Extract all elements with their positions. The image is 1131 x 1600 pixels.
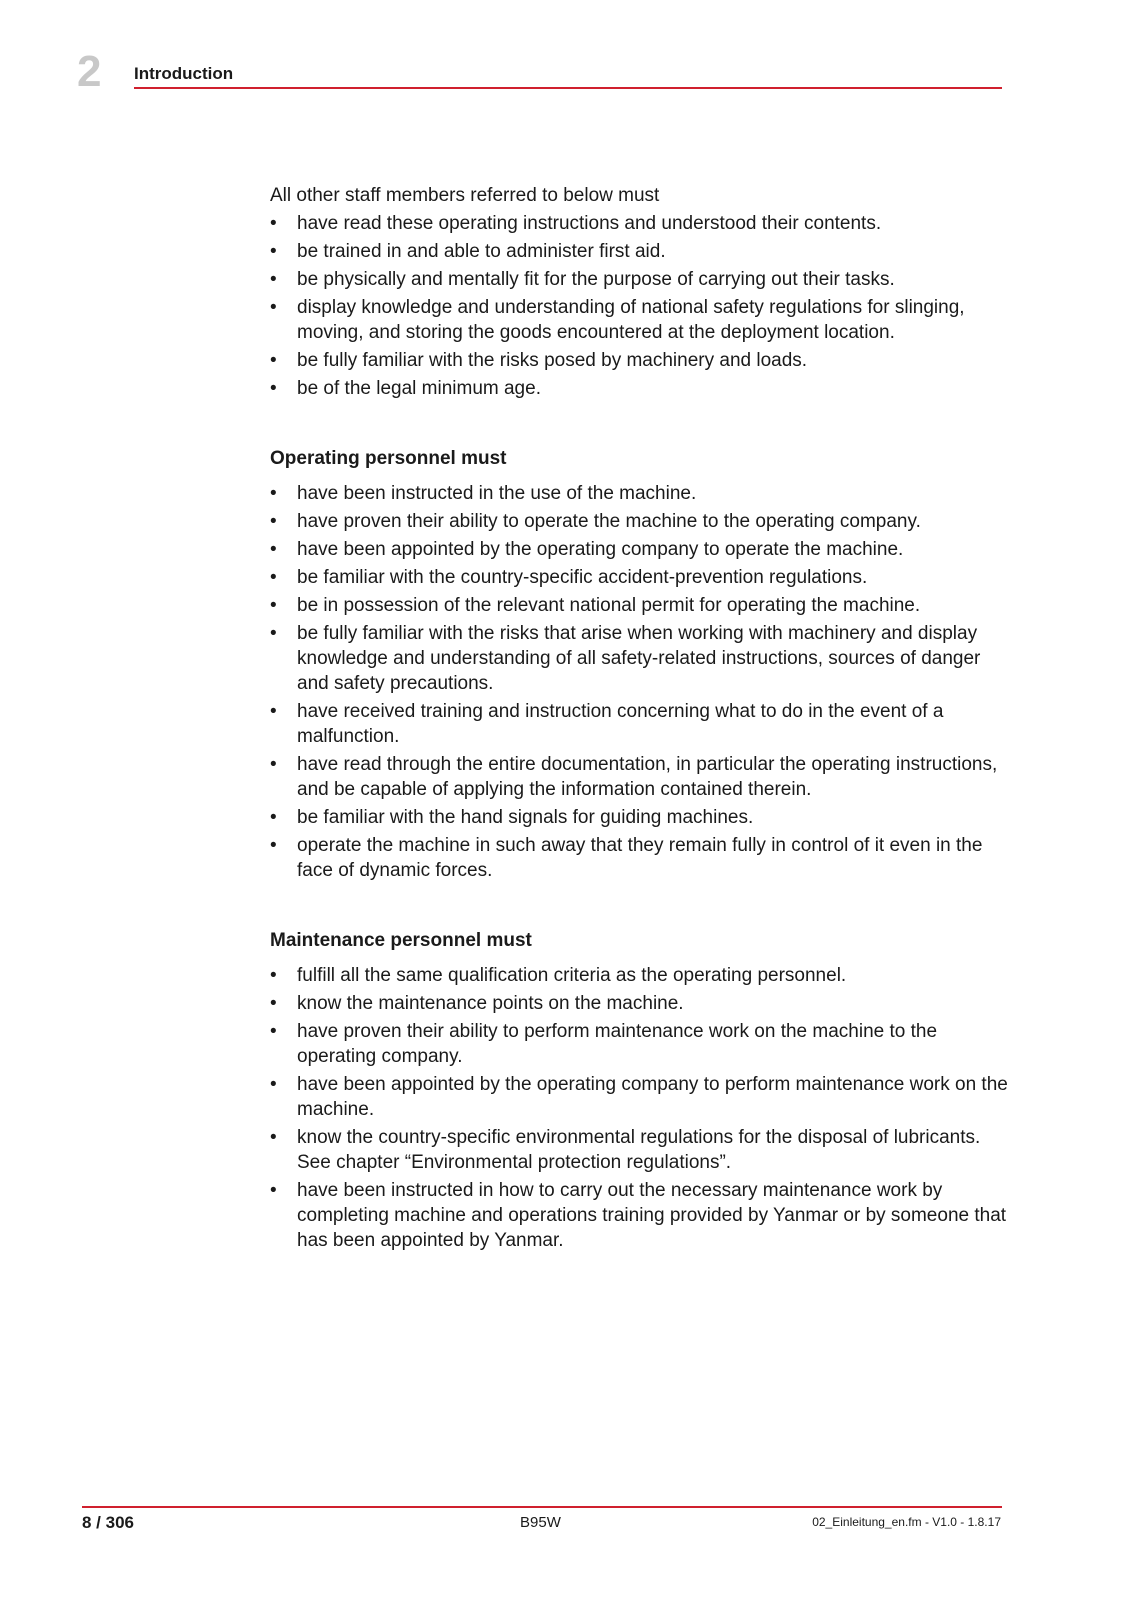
list-item: • have been instructed in the use of the machine. bbox=[270, 481, 1010, 506]
list-item: • have proven their ability to operate the machine to the operating company. bbox=[270, 509, 1010, 534]
file-info: 02_Einleitung_en.fm - V1.0 - 1.8.17 bbox=[812, 1515, 1001, 1529]
list-item: • fulfill all the same qualification criteria as the operating personnel. bbox=[270, 963, 1010, 988]
operating-title: Operating personnel must bbox=[270, 448, 507, 469]
operating-list bbox=[270, 481, 1010, 883]
list-item: • have proven their ability to perform maintenance work on the machine to the operating company. bbox=[270, 1019, 1010, 1069]
list-item: • operate the machine in such away that they remain fully in control of it even in the face of dynamic forces. bbox=[270, 833, 1010, 883]
list-item: • know the maintenance points on the machine. bbox=[270, 991, 1010, 1016]
staff-list bbox=[270, 211, 1010, 401]
model-name: B95W bbox=[520, 1514, 561, 1531]
list-item: • have received training and instruction concerning what to do in the event of a malfunction. bbox=[270, 699, 1010, 749]
section-spacer bbox=[270, 404, 1010, 446]
list-item: • be fully familiar with the risks posed by machinery and loads. bbox=[270, 348, 1010, 373]
maintenance-list bbox=[270, 963, 1010, 1253]
section-spacer bbox=[270, 886, 1010, 928]
list-item: • display knowledge and understanding of national safety regulations for slinging, moving, and storing the goods encountered at the deployment location. bbox=[270, 295, 1010, 345]
list-item: • know the country-specific environmental regulations for the disposal of lubricants. See chapter “Environmental protection regulations”. bbox=[270, 1125, 1010, 1175]
list-item: • have been instructed in how to carry out the necessary maintenance work by completing machine and operations training provided by Yanmar or by someone that has been appointed by Yanmar. bbox=[270, 1178, 1010, 1253]
list-item: • be in possession of the relevant national permit for operating the machine. bbox=[270, 593, 1010, 618]
list-item: • have read these operating instructions and understood their contents. bbox=[270, 211, 1010, 236]
list-item: • be familiar with the hand signals for guiding machines. bbox=[270, 805, 1010, 830]
maintenance-title: Maintenance personnel must bbox=[270, 930, 532, 951]
page-number: 8 / 306 bbox=[82, 1513, 134, 1532]
list-item: • be physically and mentally fit for the purpose of carrying out their tasks. bbox=[270, 267, 1010, 292]
footer-rule bbox=[82, 1506, 1002, 1508]
list-item: • be trained in and able to administer first aid. bbox=[270, 239, 1010, 264]
list-item: • have been appointed by the operating company to operate the machine. bbox=[270, 537, 1010, 562]
chapter-title: Introduction bbox=[134, 64, 234, 83]
staff-intro: All other staff members referred to below must bbox=[270, 185, 660, 206]
list-item: • be familiar with the country-specific accident-prevention regulations. bbox=[270, 565, 1010, 590]
header-rule bbox=[134, 87, 1002, 89]
list-item: • have been appointed by the operating company to perform maintenance work on the machine. bbox=[270, 1072, 1010, 1122]
list-item: • be of the legal minimum age. bbox=[270, 376, 1010, 401]
chapter-number: 2 bbox=[77, 47, 102, 96]
list-item: • have read through the entire documentation, in particular the operating instructions, and be capable of applying the information contained therein. bbox=[270, 752, 1010, 802]
page-content bbox=[270, 183, 1010, 1256]
list-item: • be fully familiar with the risks that arise when working with machinery and display knowledge and understanding of all safety-related instructions, sources of danger and safety precautions. bbox=[270, 621, 1010, 696]
